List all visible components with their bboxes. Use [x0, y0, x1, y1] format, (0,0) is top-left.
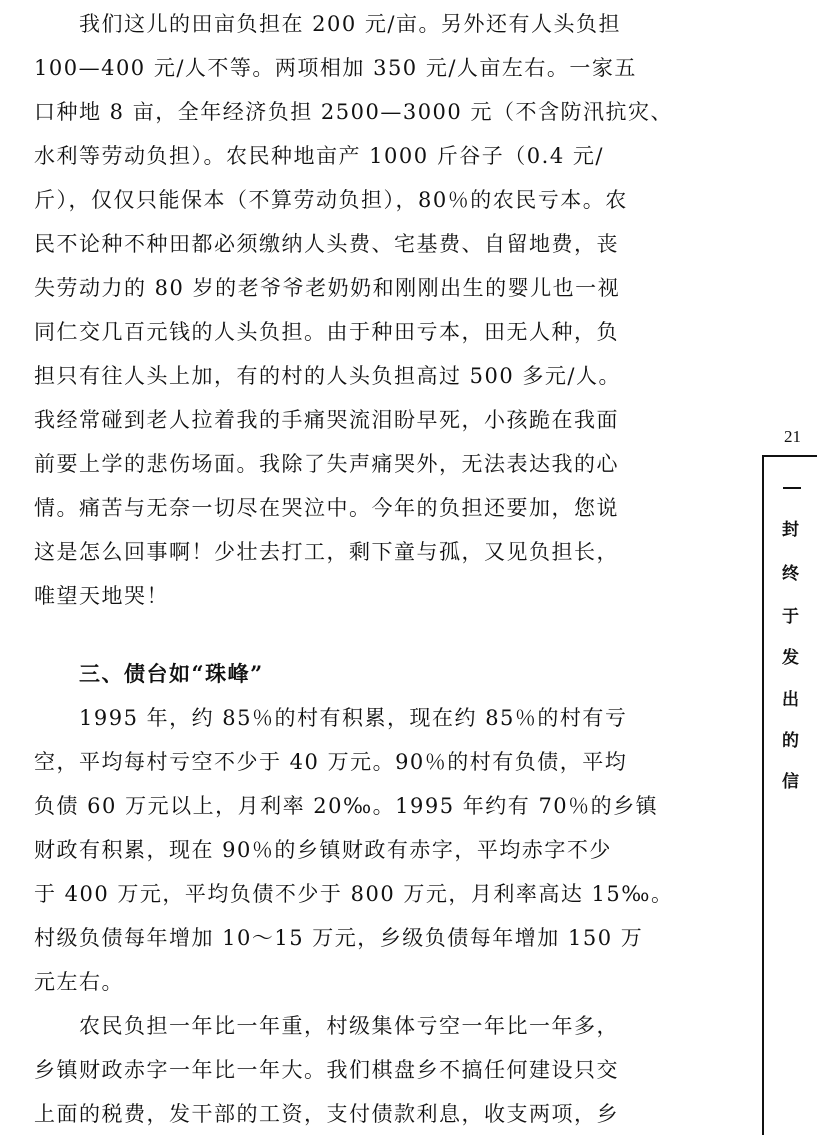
running-title-char: 的	[782, 731, 799, 751]
text-line: 民不论种不种田都必须缴纳人头费、宅基费、自留地费，丧	[34, 232, 619, 256]
text-line: 失劳动力的 80 岁的老爷爷老奶奶和刚刚出生的婴儿也一视	[34, 276, 621, 300]
text-line: 同仁交几百元钱的人头负担。由于种田亏本，田无人种，负	[34, 320, 619, 344]
text-line: 口种地 8 亩，全年经济负担 2500—3000 元（不含防汛抗灾、	[34, 100, 673, 124]
running-title-char: 终	[782, 564, 799, 584]
text-line: 元左右。	[34, 970, 124, 994]
text-line: 于 400 万元，平均负债不少于 800 万元，月利率高达 15‰。	[34, 882, 674, 906]
text-line: 担只有往人头上加，有的村的人头负担高过 500 多元/人。	[34, 364, 622, 388]
text-line: 村级负债每年增加 10～15 万元，乡级负债每年增加 150 万	[34, 926, 644, 950]
text-line: 负债 60 万元以上，月利率 20‰。1995 年约有 70％的乡镇	[34, 794, 659, 818]
section-heading: 三、债台如“珠峰”	[34, 661, 264, 686]
sidebar-top-rule	[762, 455, 817, 457]
text-line: 上面的税费，发干部的工资，支付债款利息，收支两项，乡	[34, 1102, 619, 1126]
text-line: 水利等劳动负担）。农民种地亩产 1000 斤谷子（0.4 元/	[34, 144, 604, 168]
running-title-char: 发	[782, 648, 799, 668]
running-title-char: 信	[782, 772, 799, 792]
text-line: 空，平均每村亏空不少于 40 万元。90％的村有负债，平均	[34, 750, 628, 774]
text-line: 我们这儿的田亩负担在 200 元/亩。另外还有人头负担	[34, 12, 622, 36]
text-line: 1995 年，约 85％的村有积累，现在约 85％的村有亏	[34, 706, 628, 730]
running-title-char: 出	[782, 690, 799, 710]
text-line: 乡镇财政赤字一年比一年大。我们棋盘乡不搞任何建设只交	[34, 1058, 619, 1082]
sidebar-left-rule	[762, 455, 764, 1135]
text-line: 100—400 元/人不等。两项相加 350 元/人亩左右。一家五	[34, 56, 637, 80]
page-number: 21	[784, 427, 801, 446]
running-title-char: 于	[782, 607, 799, 627]
sidebar-dash	[783, 487, 801, 489]
text-line: 唯望天地哭！	[34, 584, 169, 608]
text-line: 我经常碰到老人拉着我的手痛哭流泪盼早死，小孩跪在我面	[34, 408, 619, 432]
text-line: 斤），仅仅只能保本（不算劳动负担），80％的农民亏本。农	[34, 188, 628, 212]
text-line: 情。痛苦与无奈一切尽在哭泣中。今年的负担还要加，您说	[34, 496, 619, 520]
running-title-char: 封	[782, 520, 799, 540]
text-line: 前要上学的悲伤场面。我除了失声痛哭外，无法表达我的心	[34, 452, 619, 476]
text-line: 农民负担一年比一年重，村级集体亏空一年比一年多，	[34, 1014, 619, 1038]
text-line: 财政有积累，现在 90％的乡镇财政有赤字，平均赤字不少	[34, 838, 612, 862]
text-line: 这是怎么回事啊！少壮去打工，剩下童与孤，又见负担长，	[34, 540, 619, 564]
